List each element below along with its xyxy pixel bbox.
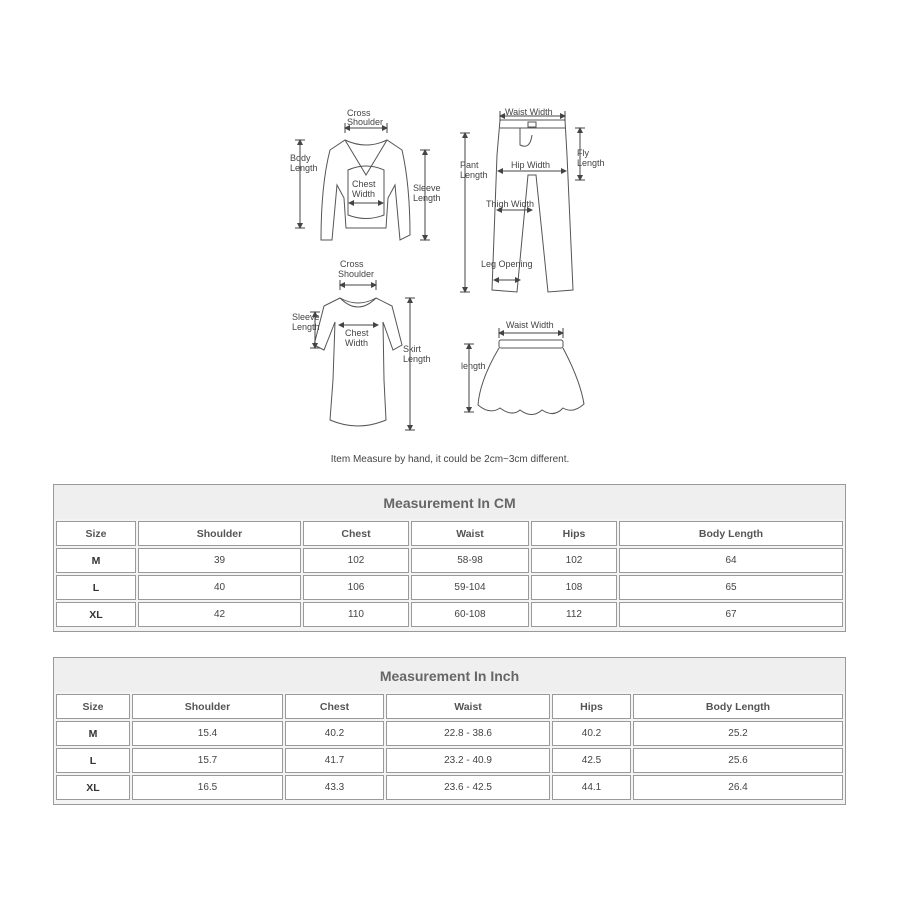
pants-fly-length-label: Fly — [577, 148, 589, 158]
inch-table-panel — [53, 657, 846, 805]
table-row — [56, 575, 843, 600]
hips-cell: 42.5 — [552, 748, 631, 773]
sweater-sleeve-length-label: Sleeve — [413, 183, 441, 193]
sweater-cross-shoulder-label: Cross — [347, 108, 371, 118]
waist-cell: 59-104 — [411, 575, 529, 600]
shoulder-cell: 15.7 — [132, 748, 283, 773]
table-row — [56, 548, 843, 573]
header-shoulder: Shoulder — [132, 694, 283, 719]
body-length-cell: 25.2 — [633, 721, 843, 746]
table-row — [56, 775, 843, 800]
waist-cell: 22.8 - 38.6 — [386, 721, 550, 746]
hips-cell: 102 — [531, 548, 617, 573]
measure-note: Item Measure by hand, it could be 2cm~3cm different. — [330, 454, 570, 465]
pants-thigh-width-label: Thigh Width — [486, 199, 535, 209]
chest-cell: 110 — [303, 602, 409, 627]
size-cell: M — [56, 721, 130, 746]
pants-waist-width-label: Waist Width — [505, 107, 553, 117]
pants-leg-opening-label: Leg Opening — [481, 259, 533, 269]
dress-skirt-length-label: Skirt — [403, 344, 421, 354]
header-shoulder: Shoulder — [138, 521, 301, 546]
body-length-cell: 64 — [619, 548, 843, 573]
size-cell: XL — [56, 602, 136, 627]
chest-cell: 41.7 — [285, 748, 384, 773]
pants-pant-length-label-2: Length — [460, 170, 488, 180]
table-row — [56, 748, 843, 773]
inch-table — [54, 692, 845, 804]
size-cell: L — [56, 575, 136, 600]
chest-cell: 102 — [303, 548, 409, 573]
dress-skirt-length-label-2: Length — [403, 354, 431, 364]
chest-cell: 40.2 — [285, 721, 384, 746]
chest-cell: 106 — [303, 575, 409, 600]
inch-table-title: Measurement In Inch — [54, 658, 845, 692]
dress-drawing — [314, 298, 402, 426]
header-size: Size — [56, 521, 136, 546]
waist-cell: 23.6 - 42.5 — [386, 775, 550, 800]
header-hips: Hips — [531, 521, 617, 546]
shoulder-cell: 39 — [138, 548, 301, 573]
dress-cross-shoulder-label-2: Shoulder — [338, 269, 375, 279]
header-body-length: Body Length — [619, 521, 843, 546]
waist-cell: 23.2 - 40.9 — [386, 748, 550, 773]
sweater-sleeve-length-label-2: Length — [413, 193, 441, 203]
body-length-cell: 67 — [619, 602, 843, 627]
shoulder-cell: 15.4 — [132, 721, 283, 746]
skirt-length-label: length — [461, 361, 486, 371]
waist-cell: 60-108 — [411, 602, 529, 627]
shoulder-cell: 16.5 — [132, 775, 283, 800]
sweater-body-length-label: Body — [290, 153, 311, 163]
skirt-drawing — [478, 340, 584, 415]
pants-fly-length-label-2: Length — [577, 158, 605, 168]
header-waist: Waist — [386, 694, 550, 719]
size-cell: M — [56, 548, 136, 573]
sweater-chest-width-label: Chest — [352, 179, 376, 189]
cm-table-title: Measurement In CM — [54, 485, 845, 519]
dress-sleeve-length-label-2: Length — [292, 322, 320, 332]
hips-cell: 44.1 — [552, 775, 631, 800]
table-row — [56, 721, 843, 746]
shoulder-cell: 40 — [138, 575, 301, 600]
table-header-row — [56, 694, 843, 719]
sweater-body-length-label-2: Length — [290, 163, 318, 173]
chest-cell: 43.3 — [285, 775, 384, 800]
dress-cross-shoulder-label: Cross — [340, 259, 364, 269]
cm-table — [54, 519, 845, 631]
hips-cell: 40.2 — [552, 721, 631, 746]
size-cell: L — [56, 748, 130, 773]
header-chest: Chest — [303, 521, 409, 546]
header-waist: Waist — [411, 521, 529, 546]
hips-cell: 108 — [531, 575, 617, 600]
header-chest: Chest — [285, 694, 384, 719]
pants-pant-length-label: Pant — [460, 160, 479, 170]
size-cell: XL — [56, 775, 130, 800]
sweater-chest-width-label-2: Width — [352, 189, 376, 199]
table-header-row — [56, 521, 843, 546]
body-length-cell: 65 — [619, 575, 843, 600]
dress-chest-width-label-2: Width — [345, 338, 369, 348]
body-length-cell: 25.6 — [633, 748, 843, 773]
dress-sleeve-length-label: Sleeve — [292, 312, 320, 322]
cm-table-panel — [53, 484, 846, 632]
shoulder-cell: 42 — [138, 602, 301, 627]
table-row — [56, 602, 843, 627]
sweater-cross-shoulder-label-2: Shoulder — [347, 117, 384, 127]
body-length-cell: 26.4 — [633, 775, 843, 800]
measurement-diagrams — [280, 100, 620, 445]
header-body-length: Body Length — [633, 694, 843, 719]
pants-hip-width-label: Hip Width — [511, 160, 551, 170]
hips-cell: 112 — [531, 602, 617, 627]
skirt-waist-width-label: Waist Width — [506, 320, 554, 330]
header-size: Size — [56, 694, 130, 719]
header-hips: Hips — [552, 694, 631, 719]
dress-chest-width-label: Chest — [345, 328, 369, 338]
waist-cell: 58-98 — [411, 548, 529, 573]
